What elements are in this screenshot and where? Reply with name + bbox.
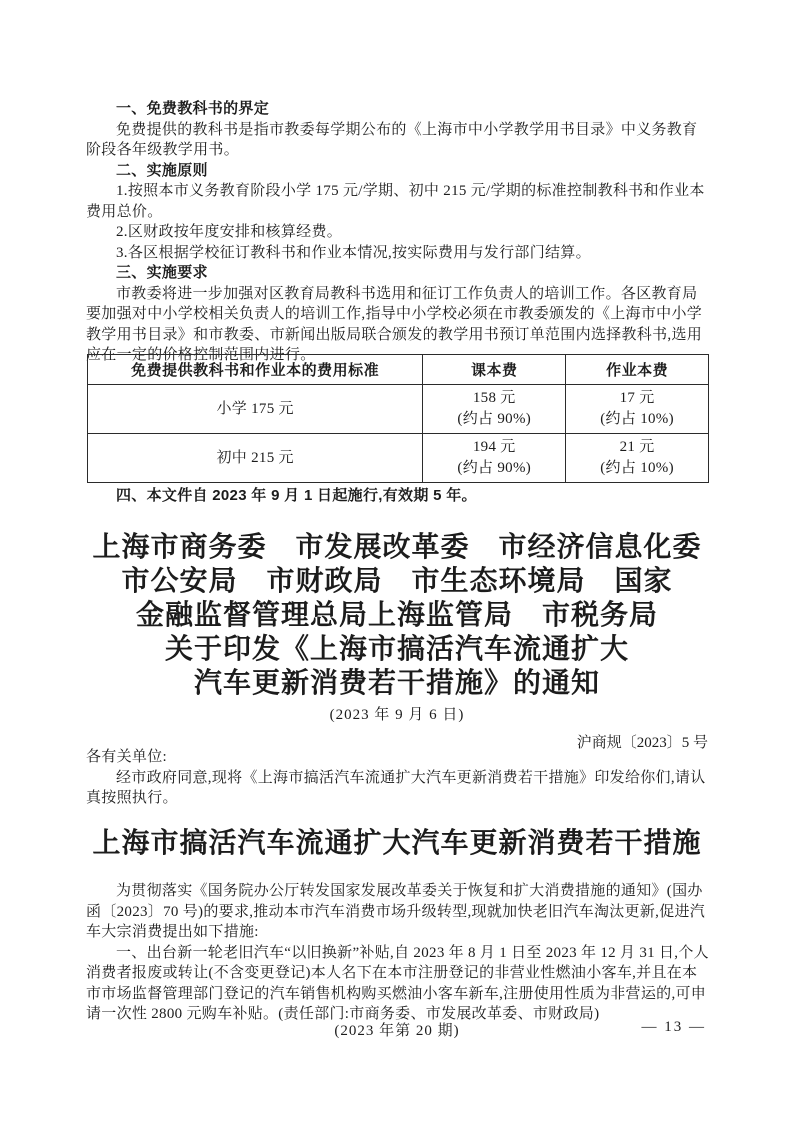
section-1-heading: 一、免费教科书的界定 [116, 100, 270, 117]
section-2-heading: 二、实施原则 [116, 161, 208, 179]
textbook-share: (约占 90%) [457, 411, 532, 427]
auto-notice-title [55, 531, 739, 726]
fee-table-header-standard: 免费提供教科书和作业本的费用标准 [88, 355, 423, 385]
title-line-5: 汽车更新消费若干措施》的通知 [193, 668, 600, 699]
section-2-item-3: 3.各区根据学校征订教科书和作业本情况,按实际费用与发行部门结算。 [116, 244, 591, 261]
cell-primary-workbook [566, 385, 709, 434]
education-notice-body [86, 99, 710, 366]
section-2-item-1: 1.按照本市义务教育阶段小学 175 元/学期、初中 215 元/学期的标准控制教科书和作业本费用总价。 [86, 183, 705, 220]
title-line-3: 金融监督管理总局上海监管局 市税务局 [135, 600, 658, 631]
salutation: 各有关单位: [86, 749, 167, 765]
measures-title-container [55, 826, 739, 862]
workbook-fee: 21 元 [619, 439, 655, 455]
textbook-fee: 194 元 [472, 439, 516, 455]
section-3-paragraph: 市教委将进一步加强对区教育局教科书选用和征订工作负责人的培训工作。各区教育局要加强对中小学校相关负责人的培训工作,指导中小学校必须在市教委颁发的《上海市中小学教学用书目录》和市教委、市新闻出版局联合颁发的教学用书预订单范围内选择教科书,选用应在一定的价格控制范围内进行。 [86, 285, 703, 363]
section-2-item-2: 2.区财政按年度安排和核算经费。 [116, 224, 343, 240]
measures-paragraph-2: 一、出台新一轮老旧汽车“以旧换新”补贴,自 2023 年 8 月 1 日至 2023 年 12 月 31 日,个人消费者报废或转让(不含变更登记)本人名下在本市注册登记的非营业性燃油小客车,并且在本市市场监督管理部门登记的汽车销售机构购买燃油小客车新车,注册使用性质为非营运的,可申请一次性 2800 元购车补贴。(责任部门:市商务委、市发展改革委、市财政局) [86, 944, 709, 1022]
doc-number: 沪商规〔2023〕5 号 [576, 735, 708, 751]
measures-title: 上海市搞活汽车流通扩大汽车更新消费若干措施 [92, 828, 702, 859]
title-line-2: 市公安局 市财政局 市生态环境局 国家 [121, 566, 673, 597]
fee-table-container [87, 354, 709, 483]
cell-junior-standard: 初中 215 元 [88, 434, 423, 483]
textbook-fee: 158 元 [472, 390, 516, 406]
issue-label: (2023 年第 20 期) [334, 1023, 460, 1039]
section-1-paragraph: 免费提供的教科书是指市教委每学期公布的《上海市中小学教学用书目录》中义务教育阶段各年级教学用书。 [86, 121, 698, 158]
measures-paragraph-1: 为贯彻落实《国务院办公厅转发国家发展改革委关于恢复和扩大消费措施的通知》(国办函〔2023〕70 号)的要求,推动本市汽车消费市场升级转型,现就加快老旧汽车淘汰更新,促进汽车大宗消费提出如下措施: [86, 883, 706, 940]
section-4-line: 四、本文件自 2023 年 9 月 1 日起施行,有效期 5 年。 [116, 487, 477, 504]
cell-primary-standard: 小学 175 元 [88, 385, 423, 434]
page-footer [86, 1019, 708, 1041]
auto-notice-body [86, 747, 710, 809]
title-line-1: 上海市商务委 市发展改革委 市经济信息化委 [92, 532, 702, 563]
workbook-share: (约占 10%) [600, 411, 674, 427]
section-3-heading: 三、实施要求 [116, 264, 208, 281]
cell-primary-textbook [423, 385, 566, 434]
cell-junior-workbook [566, 434, 709, 483]
section-4-container [86, 486, 710, 507]
fee-table [87, 354, 709, 483]
workbook-share: (约占 10%) [600, 460, 674, 476]
notice-date: (2023 年 9 月 6 日) [329, 707, 465, 723]
table-row [88, 385, 709, 434]
cell-junior-textbook [423, 434, 566, 483]
textbook-share: (约占 90%) [457, 460, 532, 476]
title-line-4: 关于印发《上海市搞活汽车流通扩大 [164, 634, 629, 665]
workbook-fee: 17 元 [619, 390, 655, 406]
page-number: — 13 — [641, 1019, 706, 1035]
fee-table-header-row [88, 355, 709, 385]
fee-table-header-workbook: 作业本费 [566, 355, 709, 385]
forward-paragraph: 经市政府同意,现将《上海市搞活汽车流通扩大汽车更新消费若干措施》印发给你们,请认真按照执行。 [86, 769, 706, 806]
measures-body [86, 881, 710, 1025]
table-row [88, 434, 709, 483]
fee-table-header-textbook: 课本费 [423, 355, 566, 385]
